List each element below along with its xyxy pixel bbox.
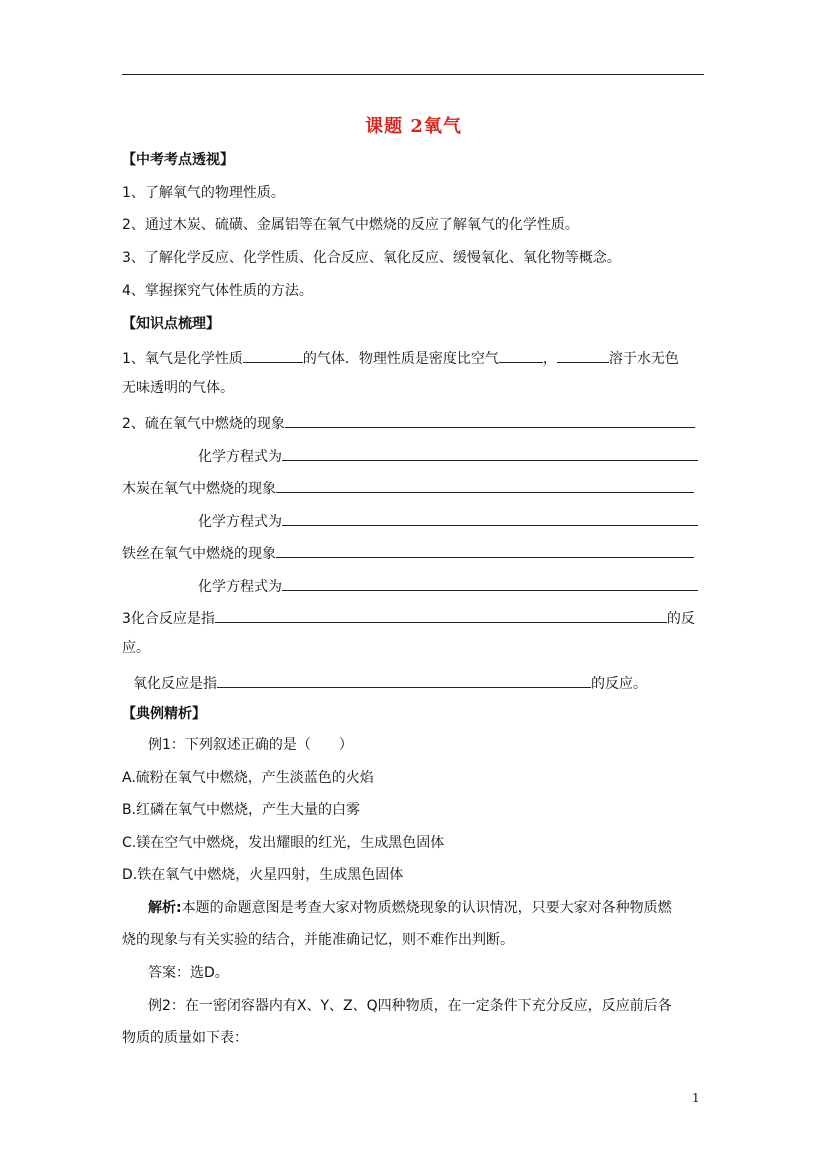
exam-point-2: 2、通过木炭、硫磺、金属铝等在氧气中燃烧的反应了解氧气的化学性质。 — [122, 217, 579, 233]
section-heading-knowledge: 【知识点梳理】 — [122, 316, 220, 332]
analysis-line1 — [148, 898, 672, 918]
example1-question: 例1：下列叙述正确的是（ ） — [148, 737, 353, 753]
knowledge-q1-line1 — [122, 346, 679, 369]
iron-label: 铁丝在氧气中燃烧的现象 — [122, 546, 276, 562]
q1-text-c: ， — [542, 351, 557, 367]
fill-blank[interactable] — [243, 346, 303, 363]
oxidation-text-a: 氧化反应是指 — [133, 676, 217, 692]
fill-blank[interactable] — [217, 671, 591, 688]
fill-blank[interactable] — [557, 346, 609, 363]
fill-blank[interactable] — [282, 509, 698, 526]
combination-reaction-line — [122, 606, 695, 629]
option-b: B.红磷在氧气中燃烧，产生大量的白雾 — [122, 802, 361, 818]
iron-equation-line — [198, 574, 698, 597]
exam-point-1: 1、了解氧气的物理性质。 — [122, 185, 285, 201]
oxidation-text-b: 的反应。 — [591, 676, 647, 692]
section-heading-examples: 【典例精析】 — [122, 706, 206, 722]
equation-label: 化学方程式为 — [198, 579, 282, 595]
charcoal-equation-line — [198, 509, 698, 532]
analysis-text1: 本题的命题意图是考查大家对物质燃烧现象的认识情况，只要大家对各种物质燃 — [181, 900, 672, 916]
fill-blank[interactable] — [282, 574, 698, 591]
exam-point-4: 4、掌握探究气体性质的方法。 — [122, 283, 313, 299]
page-title: 课题 2氧气 — [365, 116, 462, 137]
knowledge-q1-line2: 无味透明的气体。 — [122, 380, 234, 396]
option-a: A.硫粉在氧气中燃烧，产生淡蓝色的火焰 — [122, 770, 374, 786]
fill-blank[interactable] — [285, 411, 695, 428]
section-heading-exam-points: 【中考考点透视】 — [122, 152, 234, 168]
fill-blank[interactable] — [276, 476, 694, 493]
sulfur-equation-line — [198, 444, 698, 467]
sulfur-phenomenon-line — [122, 411, 695, 434]
iron-phenomenon-line — [122, 541, 694, 564]
option-c: C.镁在空气中燃烧，发出耀眼的红光，生成黑色固体 — [122, 835, 445, 851]
example2-line1: 例2：在一密闭容器内有X、Y、Z、Q四种物质，在一定条件下充分反应，反应前后各 — [148, 998, 672, 1014]
q1-text-a: 1、氧气是化学性质 — [122, 351, 243, 367]
q3-text-b: 的反 — [666, 611, 695, 627]
exam-point-3: 3、了解化学反应、化学性质、化合反应、氧化反应、缓慢氧化、氧化物等概念。 — [122, 250, 621, 266]
q1-text-b: 的气体．物理性质是密度比空气 — [302, 351, 499, 367]
example2-line2: 物质的质量如下表： — [122, 1030, 248, 1046]
analysis-label: 解析: — [148, 900, 182, 916]
fill-blank[interactable] — [276, 541, 694, 558]
option-d: D.铁在氧气中燃烧，火星四射，生成黑色固体 — [122, 867, 404, 883]
header-rule — [122, 74, 704, 75]
analysis-line2: 烧的现象与有关实验的结合，并能准确记忆，则不难作出判断。 — [122, 932, 514, 948]
equation-label: 化学方程式为 — [198, 449, 282, 465]
page-number: 1 — [692, 1091, 700, 1105]
sulfur-label: 2、硫在氧气中燃烧的现象 — [122, 416, 285, 432]
charcoal-label: 木炭在氧气中燃烧的现象 — [122, 481, 276, 497]
equation-label: 化学方程式为 — [198, 514, 282, 530]
charcoal-phenomenon-line — [122, 476, 694, 499]
oxidation-reaction-line — [133, 671, 647, 694]
combination-reaction-line2: 应。 — [122, 640, 150, 656]
fill-blank[interactable] — [499, 346, 543, 363]
fill-blank[interactable] — [282, 444, 698, 461]
q1-text-d: 溶于水无色 — [608, 351, 679, 367]
answer-line: 答案：选D。 — [148, 965, 229, 981]
q3-text-a: 3化合反应是指 — [122, 611, 215, 627]
fill-blank[interactable] — [215, 606, 667, 623]
